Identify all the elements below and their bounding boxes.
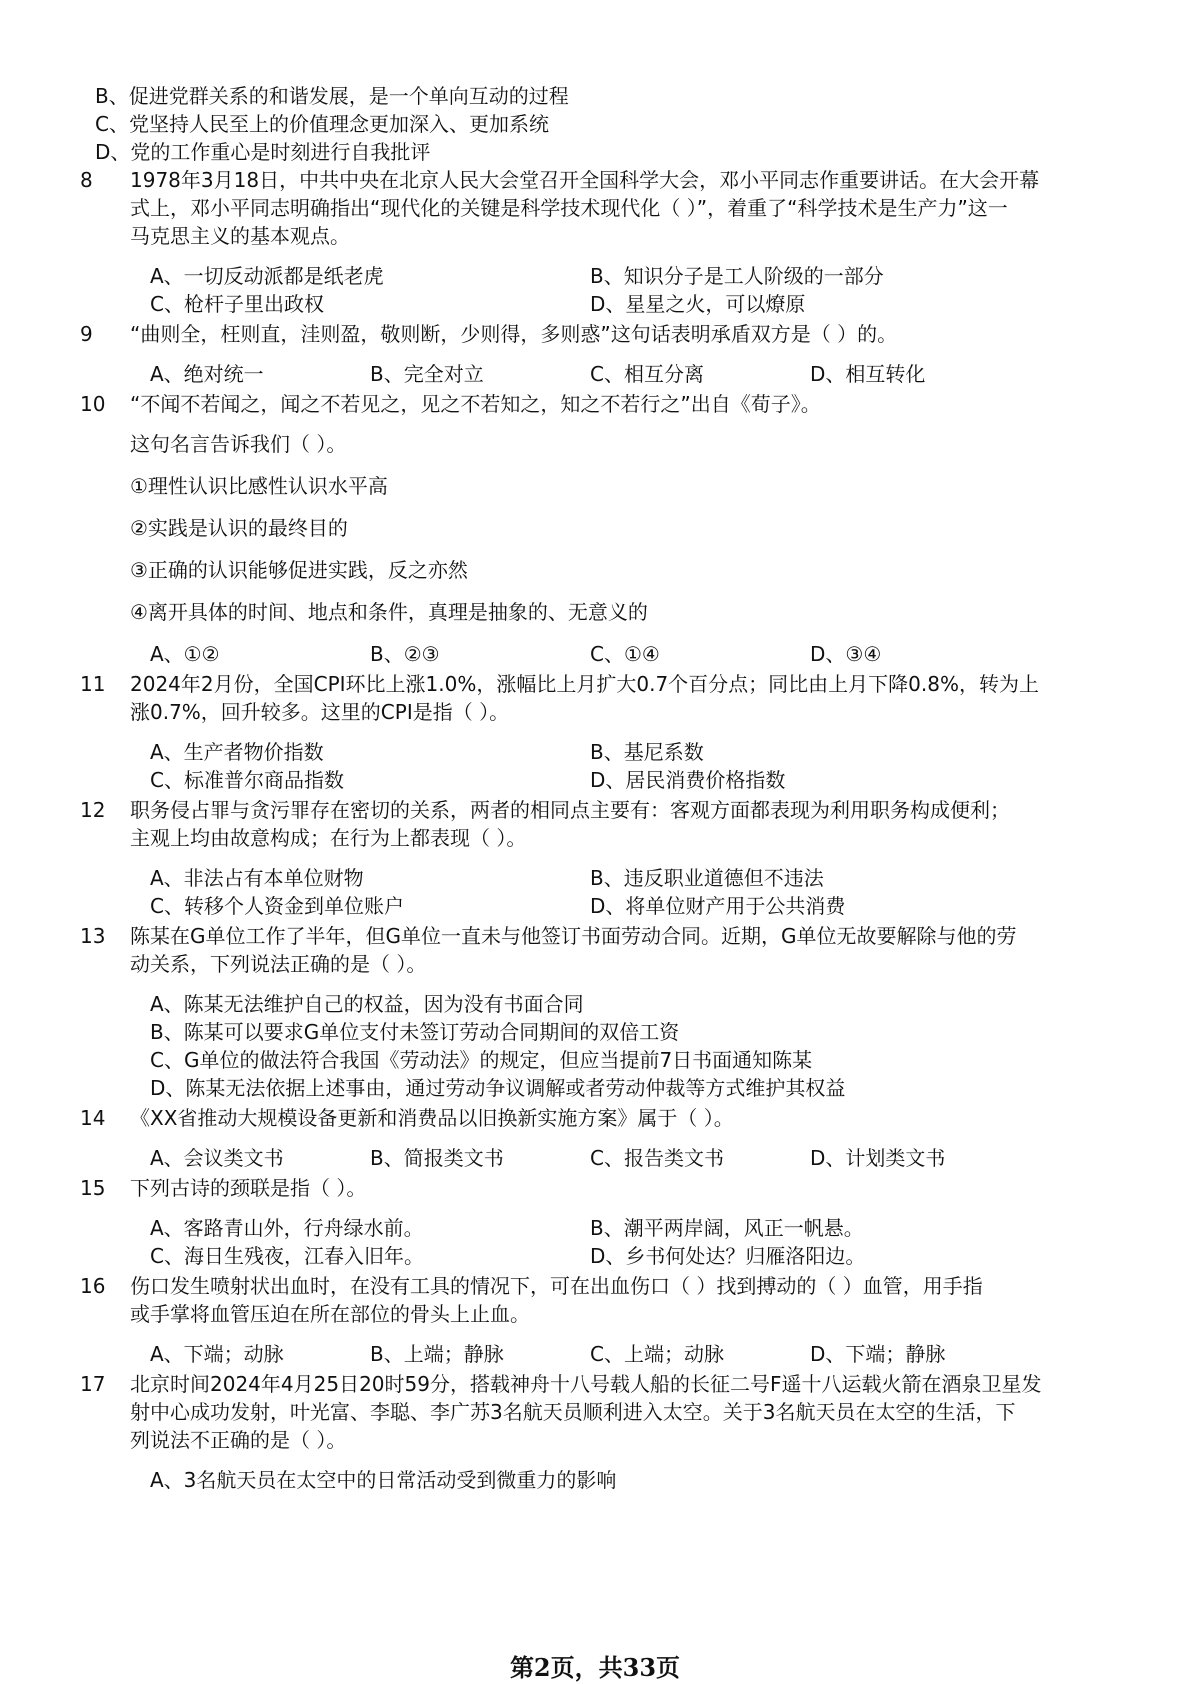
question-text: 伤口发生喷射状出血时，在没有工具的情况下，可在出血伤口（ ）找到搏动的（ ）血管，用手指: [130, 1274, 983, 1298]
question-number: 14: [80, 1106, 106, 1130]
option-c: C、G单位的做法符合我国《劳动法》的规定，但应当提前7日书面通知陈某: [150, 1048, 813, 1072]
q7-option-c: C、党坚持人民至上的价值理念更加深入、更加系统: [95, 112, 549, 136]
question-number: 9: [80, 322, 93, 346]
option-a: A、生产者物价指数: [150, 740, 324, 764]
question-text: 列说法不正确的是（ ）。: [130, 1428, 347, 1452]
option-b: B、完全对立: [370, 362, 484, 386]
option-d: D、下端；静脉: [810, 1342, 946, 1366]
option-b: B、潮平两岸阔，风正一帆悬。: [590, 1216, 864, 1240]
option-c: C、转移个人资金到单位账户: [150, 894, 404, 918]
question-text: 下列古诗的颈联是指（ ）。: [130, 1176, 367, 1200]
question-text: 1978年3月18日，中共中央在北京人民大会堂召开全国科学大会，邓小平同志作重要讲话。在大会开幕: [130, 168, 1040, 192]
question-number: 17: [80, 1372, 106, 1396]
question-text: 2024年2月份，全国CPI环比上涨1.0%，涨幅比上月扩大0.7个百分点；同比由上月下降0.8%，转为上: [130, 672, 1039, 696]
question-number: 12: [80, 798, 106, 822]
option-b: B、基尼系数: [590, 740, 704, 764]
option-b: B、简报类文书: [370, 1146, 504, 1170]
question-text: “不闻不若闻之，闻之不若见之，见之不若知之，知之不若行之”出自《荀子》。: [130, 392, 821, 416]
question-text: 这句名言告诉我们（ ）。: [130, 432, 347, 456]
option-d: D、计划类文书: [810, 1146, 946, 1170]
option-b: B、②③: [370, 642, 440, 666]
question-number: 16: [80, 1274, 106, 1298]
option-d: D、居民消费价格指数: [590, 768, 786, 792]
option-d: D、相互转化: [810, 362, 926, 386]
option-c: C、枪杆子里出政权: [150, 292, 324, 316]
option-d: D、乡书何处达？归雁洛阳边。: [590, 1244, 866, 1268]
question-text: 主观上均由故意构成；在行为上都表现（ ）。: [130, 826, 527, 850]
question-number: 10: [80, 392, 106, 416]
option-b: B、知识分子是工人阶级的一部分: [590, 264, 884, 288]
question-text: 式上，邓小平同志明确指出“现代化的关键是科学技术现代化（ ）”，着重了“科学技术是生产力”这一: [130, 196, 1008, 220]
option-a: A、一切反动派都是纸老虎: [150, 264, 384, 288]
q7-option-d: D、党的工作重心是时刻进行自我批评: [95, 140, 431, 164]
option-c: C、相互分离: [590, 362, 704, 386]
q7-option-b: B、促进党群关系的和谐发展，是一个单向互动的过程: [95, 84, 569, 108]
question-text: 射中心成功发射，叶光富、李聪、李广苏3名航天员顺利进入太空。关于3名航天员在太空的生活，下: [130, 1400, 1016, 1424]
statement-item: ③正确的认识能够促进实践，反之亦然: [130, 558, 468, 582]
question-text: “曲则全，枉则直，洼则盈，敬则断，少则得，多则惑”这句话表明承盾双方是（ ）的。: [130, 322, 898, 346]
option-d: D、将单位财产用于公共消费: [590, 894, 846, 918]
option-b: B、上端；静脉: [370, 1342, 504, 1366]
option-a: A、非法占有本单位财物: [150, 866, 364, 890]
option-d: D、星星之火，可以燎原: [590, 292, 806, 316]
question-number: 11: [80, 672, 106, 696]
option-b: B、违反职业道德但不违法: [590, 866, 824, 890]
option-c: C、海日生残夜，江春入旧年。: [150, 1244, 424, 1268]
statement-item: ②实践是认识的最终目的: [130, 516, 348, 540]
option-d: D、③④: [810, 642, 882, 666]
question-text: 北京时间2024年4月25日20时59分，搭载神舟十八号载人船的长征二号F遥十八运载火箭在酒泉卫星发: [130, 1372, 1042, 1396]
statement-item: ①理性认识比感性认识水平高: [130, 474, 388, 498]
option-a: A、陈某无法维护自己的权益，因为没有书面合同: [150, 992, 584, 1016]
option-a: A、下端；动脉: [150, 1342, 284, 1366]
question-text: 马克思主义的基本观点。: [130, 224, 350, 248]
statement-item: ④离开具体的时间、地点和条件，真理是抽象的、无意义的: [130, 600, 648, 624]
page-footer: 第2页，共33页: [509, 1653, 681, 1682]
option-a: A、客路青山外，行舟绿水前。: [150, 1216, 424, 1240]
option-a: A、绝对统一: [150, 362, 264, 386]
question-text: 职务侵占罪与贪污罪存在密切的关系，两者的相同点主要有：客观方面都表现为利用职务构成便利；: [130, 798, 1010, 822]
question-text: 涨0.7%，回升较多。这里的CPI是指（ ）。: [130, 700, 510, 724]
question-number: 8: [80, 168, 93, 192]
option-a: A、3名航天员在太空中的日常活动受到微重力的影响: [150, 1468, 617, 1492]
option-c: C、上端；动脉: [590, 1342, 724, 1366]
option-c: C、①④: [590, 642, 660, 666]
option-a: A、会议类文书: [150, 1146, 284, 1170]
option-d: D、陈某无法依据上述事由，通过劳动争议调解或者劳动仲裁等方式维护其权益: [150, 1076, 846, 1100]
option-c: C、标准普尔商品指数: [150, 768, 344, 792]
question-text: 或手掌将血管压迫在所在部位的骨头上止血。: [130, 1302, 530, 1326]
question-number: 15: [80, 1176, 106, 1200]
question-text: 陈某在G单位工作了半年，但G单位一直未与他签订书面劳动合同。近期，G单位无故要解除与他的劳: [130, 924, 1017, 948]
option-a: A、①②: [150, 642, 220, 666]
question-text: 动关系，下列说法正确的是（ ）。: [130, 952, 427, 976]
option-b: B、陈某可以要求G单位支付未签订劳动合同期间的双倍工资: [150, 1020, 680, 1044]
question-text: 《XX省推动大规模设备更新和消费品以旧换新实施方案》属于（ ）。: [130, 1106, 734, 1130]
question-number: 13: [80, 924, 106, 948]
option-c: C、报告类文书: [590, 1146, 724, 1170]
